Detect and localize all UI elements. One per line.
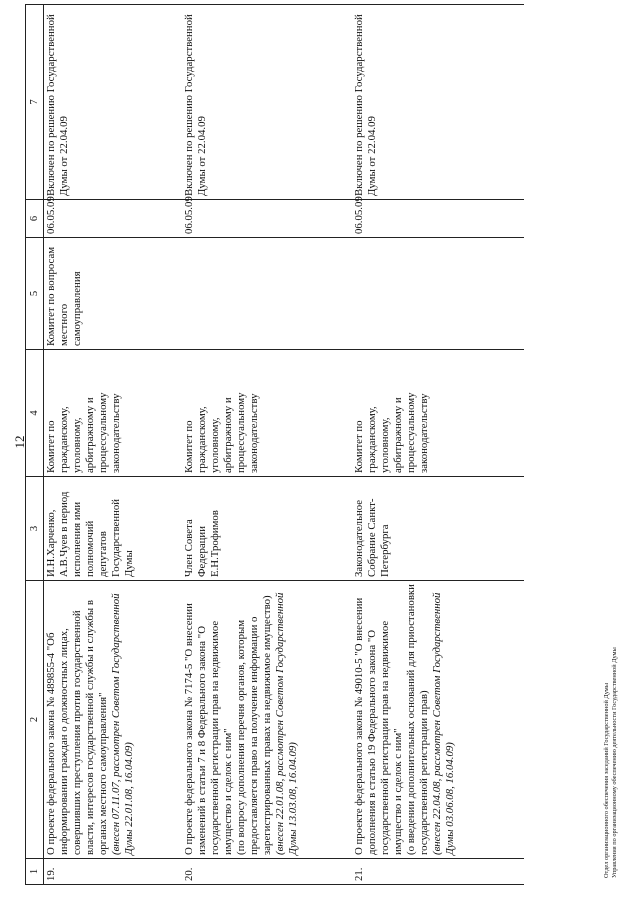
document-footer: [603, 647, 619, 878]
column-header-1: 1: [26, 859, 44, 885]
column-header-5: 5: [26, 238, 44, 350]
bill-authors: Член Совета Федерации Е.Н.Трофимов: [182, 477, 352, 581]
bill-submission-info: (внесен 22.01.08, рассмотрен Советом Государственной Думы 13.03.08, 16.04.09): [274, 592, 299, 855]
responsible-committee: Комитет по гражданскому, уголовному, арбитражному и процессуальному законодательству: [44, 350, 183, 477]
table-row: [352, 5, 524, 885]
bill-submission-info: (внесен 07.11.07, рассмотрен Советом Государственной Думы 22.01.08, 16.04.09): [110, 593, 135, 855]
bill-subject-note: (по вопросу дополнения перечня органов, которым предоставляется право на получение информации о зарегистрированных правах на недвижимое имущество): [235, 595, 273, 855]
bills-table: [25, 4, 524, 885]
column-header-2: 2: [26, 581, 44, 859]
bill-description-cell: [352, 581, 524, 859]
row-number: 21.: [352, 859, 524, 885]
row-number: 20.: [182, 859, 352, 885]
bill-description-cell: [44, 581, 183, 859]
bill-title: О проекте федерального закона № 489855-4 "Об информировании граждан о должностных лицах, совершивших преступления против государственной власти, интересов государственной службы и службы в органах местного самоуправления": [45, 600, 109, 855]
bill-description-cell: [182, 581, 352, 859]
responsible-committee: Комитет по гражданскому, уголовному, арбитражному и процессуальному законодательству: [182, 350, 352, 477]
table-row: [44, 5, 183, 885]
bill-authors: Законодательное Собрание Санкт-Петербурга: [352, 477, 524, 581]
column-header-6: 6: [26, 200, 44, 238]
bill-authors: И.Н.Харченко, А.В.Чуев в период исполнения ими полномочий депутатов Государственной Думы: [44, 477, 183, 581]
column-header-3: 3: [26, 477, 44, 581]
column-header-7: 7: [26, 5, 44, 200]
page-number: 12: [12, 435, 27, 449]
co-executor-committee: Комитет по вопросам местного самоуправления: [44, 238, 183, 350]
review-date: 06.05.09: [352, 200, 524, 238]
bill-submission-info: (внесен 22.04.08, рассмотрен Советом Государственной Думы 03.06.08, 16.04.09): [431, 592, 456, 855]
review-date: 06.05.09: [44, 200, 183, 238]
column-number-row: [26, 5, 44, 885]
column-header-4: 4: [26, 350, 44, 477]
co-executor-committee: [352, 238, 524, 350]
inclusion-decision: Включен по решению Государственной Думы от 22.04.09: [44, 5, 183, 200]
footer-line-2: Управления по организационному обеспечению деятельности Государственной Думы: [611, 647, 618, 878]
review-date: 06.05.09: [182, 200, 352, 238]
inclusion-decision: Включен по решению Государственной Думы от 22.04.09: [182, 5, 352, 200]
table-row: [182, 5, 352, 885]
bill-title: О проекте федерального закона № 49010-5 "О внесении дополнения в статью 19 Федерального закона "О государственной регистрации прав на недвижимое имущество и сделок с ним": [353, 597, 404, 855]
co-executor-committee: [182, 238, 352, 350]
bill-title: О проекте федерального закона № 7174-5 "О внесении изменений в статьи 7 и 8 Федерального закона "О государственной регистрации прав на недвижимое имущество и сделок с ним": [183, 603, 234, 855]
row-number: 19.: [44, 859, 183, 885]
inclusion-decision: Включен по решению Государственной Думы от 22.04.09: [352, 5, 524, 200]
bill-subject-note: (о введении дополнительных оснований для приостановки государственной регистрации прав): [405, 584, 430, 855]
footer-line-1: Отдел организационного обеспечения заседаний Государственной Думы: [603, 683, 610, 878]
responsible-committee: Комитет по гражданскому, уголовному, арбитражному и процессуальному законодательству: [352, 350, 524, 477]
